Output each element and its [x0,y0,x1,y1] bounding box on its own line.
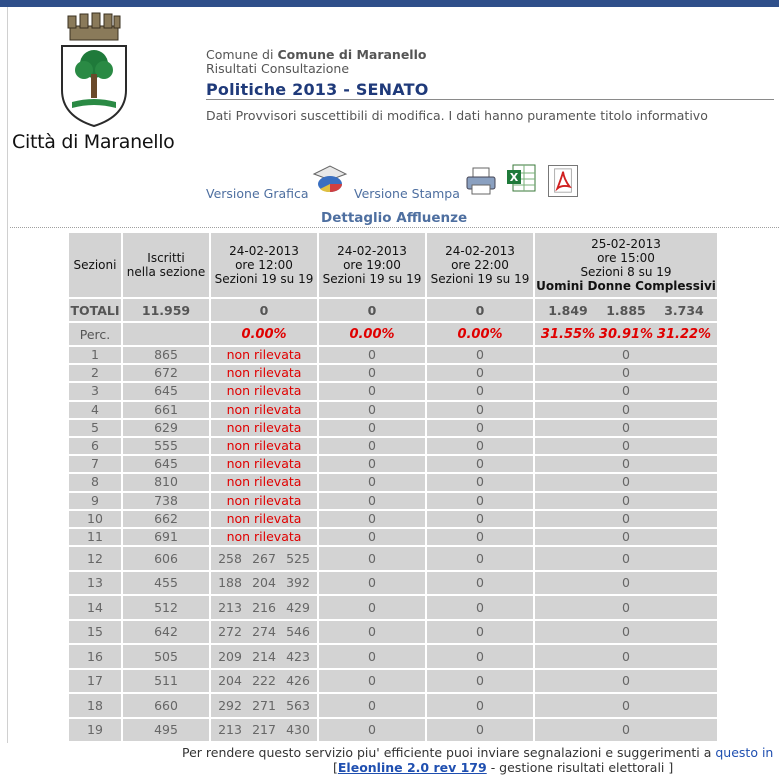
section-number: 1 [69,347,121,363]
col4-sezioni: Sezioni 8 su 19 [580,265,672,279]
section-col1 [211,547,317,570]
col4-date: 25-02-2013 [591,237,661,251]
section-row [69,456,717,472]
col2-sezioni: Sezioni 19 su 19 [322,272,422,286]
section-col2: 0 [319,621,425,644]
totals-col4 [535,299,717,321]
graphic-version-link[interactable]: Versione Grafica [206,186,309,201]
col3-time: ore 22:00 [451,258,509,272]
percent-row [69,323,717,345]
section-number: 12 [69,547,121,570]
section-col2: 0 [319,670,425,693]
section-row [69,420,717,436]
section-title: Dettaglio Affluenze [321,210,468,226]
top-bar [0,0,779,7]
section-col1: non rilevata [211,347,317,363]
percent-col4 [535,323,717,345]
section-uomini: 209 [218,648,242,664]
section-col2: 0 [319,420,425,436]
col4-time: ore 15:00 [597,251,655,265]
section-col4: 0 [535,383,717,399]
section-col3: 0 [427,645,533,668]
totals-col2: 0 [319,299,425,321]
footer-credits-rest: - gestione risultati elettorali ] [486,760,674,775]
printer-icon[interactable] [464,166,498,196]
section-row [69,645,717,668]
section-row [69,511,717,527]
section-complessivi: 525 [286,550,310,566]
section-row [69,438,717,454]
section-uomini: 292 [218,697,242,713]
section-number: 2 [69,365,121,381]
section-col4: 0 [535,511,717,527]
pie-chart-icon[interactable] [312,164,348,194]
section-uomini: 188 [218,575,242,591]
footer-text [182,745,773,760]
section-iscritti: 661 [123,402,209,418]
section-number: 4 [69,402,121,418]
section-row [69,474,717,490]
section-row [69,596,717,619]
section-col2: 0 [319,645,425,668]
section-iscritti: 660 [123,694,209,717]
section-col2: 0 [319,456,425,472]
city-name: Città di Maranello [12,131,175,153]
section-col1: non rilevata [211,438,317,454]
header-col-3 [427,233,533,297]
header-iscritti [123,233,209,297]
section-col3: 0 [427,572,533,595]
section-iscritti: 629 [123,420,209,436]
col2-time: ore 19:00 [343,258,401,272]
section-complessivi: 392 [286,575,310,591]
section-complessivi: 429 [286,599,310,615]
section-col2: 0 [319,474,425,490]
disclaimer-text: Dati Provvisori suscettibili di modifica. I dati hanno puramente titolo informativo [206,108,708,123]
section-col3: 0 [427,456,533,472]
section-col2: 0 [319,694,425,717]
section-col2: 0 [319,365,425,381]
section-iscritti: 810 [123,474,209,490]
svg-text:X: X [509,171,519,184]
section-col1: non rilevata [211,365,317,381]
section-col1: non rilevata [211,383,317,399]
section-col1 [211,694,317,717]
section-iscritti: 606 [123,547,209,570]
section-number: 15 [69,621,121,644]
section-number: 14 [69,596,121,619]
section-complessivi: 426 [286,673,310,689]
header-col-2 [319,233,425,297]
section-col3: 0 [427,438,533,454]
section-row [69,529,717,545]
section-col1 [211,621,317,644]
section-col4: 0 [535,438,717,454]
section-col3: 0 [427,383,533,399]
eleonline-link[interactable]: Eleonline 2.0 rev 179 [337,760,487,775]
percent-col3: 0.00% [427,323,533,345]
totals-donne: 1.885 [606,302,646,318]
section-number: 13 [69,572,121,595]
section-number: 7 [69,456,121,472]
section-col4: 0 [535,596,717,619]
section-col2: 0 [319,402,425,418]
percent-complessivi: 31.22% [656,326,712,342]
section-col4: 0 [535,572,717,595]
section-col3: 0 [427,402,533,418]
section-donne: 222 [252,673,276,689]
section-col4: 0 [535,365,717,381]
totals-iscritti: 11.959 [123,299,209,321]
section-col1: non rilevata [211,474,317,490]
header-sezioni: Sezioni [69,233,121,297]
section-number: 3 [69,383,121,399]
section-uomini: 272 [218,624,242,640]
section-col2: 0 [319,529,425,545]
subtitle: Risultati Consultazione [206,61,350,76]
section-iscritti: 672 [123,365,209,381]
section-iscritti: 865 [123,347,209,363]
section-col3: 0 [427,420,533,436]
section-donne: 267 [252,550,276,566]
section-col1 [211,719,317,742]
totals-label: TOTALI [69,299,121,321]
section-col3: 0 [427,596,533,619]
section-row [69,670,717,693]
footer-message: Per rendere questo servizio piu' efficiente puoi inviare segnalazioni e suggerimenti a [182,745,716,760]
percent-uomini: 31.55% [540,326,596,342]
excel-icon[interactable] [505,163,537,193]
section-uomini: 204 [218,673,242,689]
section-number: 9 [69,493,121,509]
section-row [69,365,717,381]
section-row [69,547,717,570]
section-col1 [211,572,317,595]
comune-prefix: Comune di [206,47,278,62]
section-number: 10 [69,511,121,527]
section-iscritti: 642 [123,621,209,644]
section-col3: 0 [427,529,533,545]
section-col1: non rilevata [211,529,317,545]
comune-line [206,47,426,62]
percent-label: Perc. [69,323,121,345]
section-col3: 0 [427,493,533,509]
header-iscritti-line2: nella sezione [126,265,206,279]
section-col4: 0 [535,694,717,717]
section-col1: non rilevata [211,493,317,509]
print-version-link[interactable]: Versione Stampa [354,186,460,201]
section-col1 [211,596,317,619]
section-number: 11 [69,529,121,545]
section-donne: 214 [252,648,276,664]
header-col-1 [211,233,317,297]
section-iscritti: 645 [123,456,209,472]
section-col1: non rilevata [211,402,317,418]
section-col4: 0 [535,670,717,693]
section-iscritti: 662 [123,511,209,527]
col3-date: 24-02-2013 [445,244,515,258]
footer-credits [333,760,673,775]
section-row [69,621,717,644]
section-number: 17 [69,670,121,693]
section-iscritti: 495 [123,719,209,742]
section-iscritti: 645 [123,383,209,399]
section-row [69,719,717,742]
section-col2: 0 [319,596,425,619]
section-donne: 274 [252,624,276,640]
comune-name: Comune di Maranello [277,47,427,62]
section-number: 6 [69,438,121,454]
section-col3: 0 [427,474,533,490]
section-complessivi: 546 [286,624,310,640]
turnout-table [67,231,719,743]
footer-contact-link[interactable]: questo in [715,745,774,760]
section-iscritti: 555 [123,438,209,454]
section-col3: 0 [427,547,533,570]
section-complessivi: 430 [286,722,310,738]
footer-bracket: [ [333,760,338,775]
section-col2: 0 [319,438,425,454]
section-number: 18 [69,694,121,717]
totals-col3: 0 [427,299,533,321]
section-row [69,493,717,509]
percent-col1: 0.00% [211,323,317,345]
section-col1: non rilevata [211,511,317,527]
section-col4: 0 [535,474,717,490]
section-donne: 271 [252,697,276,713]
section-col1 [211,645,317,668]
section-complessivi: 563 [286,697,310,713]
section-col3: 0 [427,347,533,363]
section-col4: 0 [535,347,717,363]
col1-time: ore 12:00 [235,258,293,272]
col1-date: 24-02-2013 [229,244,299,258]
section-divider [10,227,779,228]
section-col3: 0 [427,621,533,644]
section-iscritti: 511 [123,670,209,693]
section-iscritti: 455 [123,572,209,595]
section-donne: 204 [252,575,276,591]
section-col3: 0 [427,365,533,381]
totals-complessivi: 3.734 [664,302,704,318]
section-iscritti: 738 [123,493,209,509]
section-col1: non rilevata [211,420,317,436]
section-number: 19 [69,719,121,742]
section-col4: 0 [535,420,717,436]
section-col4: 0 [535,547,717,570]
section-col2: 0 [319,383,425,399]
section-col4: 0 [535,621,717,644]
title-divider [206,99,774,100]
section-iscritti: 505 [123,645,209,668]
section-uomini: 213 [218,599,242,615]
section-row [69,572,717,595]
city-crest-logo [58,12,130,130]
section-col3: 0 [427,511,533,527]
section-iscritti: 512 [123,596,209,619]
percent-col2: 0.00% [319,323,425,345]
section-col1: non rilevata [211,456,317,472]
section-donne: 217 [252,722,276,738]
col1-sezioni: Sezioni 19 su 19 [214,272,314,286]
section-col2: 0 [319,547,425,570]
section-uomini: 258 [218,550,242,566]
header-col-4 [535,233,717,297]
section-col4: 0 [535,493,717,509]
section-col4: 0 [535,645,717,668]
section-col2: 0 [319,493,425,509]
totals-uomini: 1.849 [548,302,588,318]
section-col2: 0 [319,719,425,742]
section-row [69,694,717,717]
section-col2: 0 [319,511,425,527]
section-col2: 0 [319,572,425,595]
section-number: 8 [69,474,121,490]
percent-donne: 30.91% [598,326,654,342]
section-number: 5 [69,420,121,436]
section-col1 [211,670,317,693]
section-col2: 0 [319,347,425,363]
section-col4: 0 [535,402,717,418]
section-donne: 216 [252,599,276,615]
header-iscritti-line1: Iscritti [147,251,185,265]
col2-date: 24-02-2013 [337,244,407,258]
section-row [69,402,717,418]
section-col4: 0 [535,719,717,742]
percent-empty [123,323,209,345]
section-col4: 0 [535,529,717,545]
section-col3: 0 [427,670,533,693]
section-complessivi: 423 [286,648,310,664]
col4-subheader: Uomini Donne Complessivi [536,279,716,293]
section-iscritti: 691 [123,529,209,545]
totals-row [69,299,717,321]
page-title: Politiche 2013 - SENATO [206,80,429,99]
section-row [69,347,717,363]
pdf-icon[interactable] [548,165,578,197]
totals-col1: 0 [211,299,317,321]
section-row [69,383,717,399]
section-uomini: 213 [218,722,242,738]
section-col3: 0 [427,719,533,742]
section-col4: 0 [535,456,717,472]
col3-sezioni: Sezioni 19 su 19 [430,272,530,286]
section-number: 16 [69,645,121,668]
section-col3: 0 [427,694,533,717]
